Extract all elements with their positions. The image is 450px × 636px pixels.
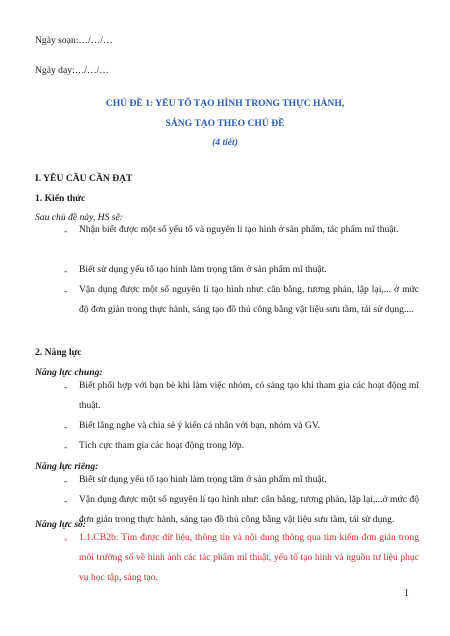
topic-title-line2: SÁNG TẠO THEO CHỦ ĐỀ [165,118,285,129]
bullet: - [64,534,68,545]
general-item: Biết lắng nghe và chia sẻ ý kiến cá nhân với bạn, nhóm và GV. [79,420,320,431]
date-prepared: Ngày soạn:…/…/… [35,35,113,46]
general-ability-heading: Năng lực chung: [35,367,103,378]
knowledge-heading: 1. Kiến thức [35,193,86,204]
digital-item: 1.1.CB2b: Tìm được dữ liệu, thông tin và nội dung thông qua tìm kiếm đơn giản trong môi trường số về hình ảnh các tác phẩm mĩ thuật, yếu tố tạo hình và nguồn tư liệu phục vụ học tập, sáng tạo. [79,532,419,583]
ability-heading: 2. Năng lực [35,347,82,358]
bullet: - [64,476,68,487]
specific-item: Vận dụng được một số nguyên lí tạo hình như: cân bằng, tương phản, lặp lại,...ở mức độ đơn giản trong thực hành, sáng tạo đồ thủ công bằng vật liệu sưu tầm, tái sử dụng. [79,494,419,525]
knowledge-intro: Sau chủ đề này, HS sẽ: [35,212,123,223]
bullet: - [64,442,68,453]
specific-ability-heading: Năng lực riêng: [35,461,99,472]
knowledge-item: Vận dụng được một số nguyên lí tạo hình như: cân bằng, tương phản, lặp lại,... ở mức độ đơn giản trong thực hành, sáng tạo đồ thủ công bằng vật liệu sưu tầm, tái sử dụng.... [79,284,419,315]
knowledge-item: Biết sử dụng yếu tố tạo hình làm trọng tâm ở sản phẩm mĩ thuật. [79,264,327,275]
digital-ability-heading: Năng lực số: [35,519,87,530]
specific-item: Biết sử dụng yếu tố tạo hình làm trọng tâm ở sản phẩm mĩ thuật. [79,474,327,485]
bullet: - [64,382,68,393]
general-item: Tích cực tham gia các hoạt động trong lớp. [79,440,245,451]
bullet: - [64,286,68,297]
date-taught: Ngày dạy:…/…/… [35,65,109,76]
bullet: - [64,226,68,237]
bullet: - [64,422,68,433]
bullet: - [64,266,68,277]
topic-duration: (4 tiết) [212,137,238,148]
page-number: 1 [404,588,409,599]
bullet: - [64,496,68,507]
general-item: Biết phối hợp với bạn bè khi làm việc nhóm, có sáng tạo khi tham gia các hoạt động mĩ thuật. [79,380,419,411]
section-heading: I. YÊU CẦU CẦN ĐẠT [35,173,133,184]
knowledge-item: Nhận biết được một số yếu tố và nguyên lí tạo hình ở sản phẩm, tác phẩm mĩ thuật. [79,224,399,235]
topic-title-line1: CHỦ ĐỀ 1: YẾU TỐ TẠO HÌNH TRONG THỰC HÀNH, [105,98,345,109]
